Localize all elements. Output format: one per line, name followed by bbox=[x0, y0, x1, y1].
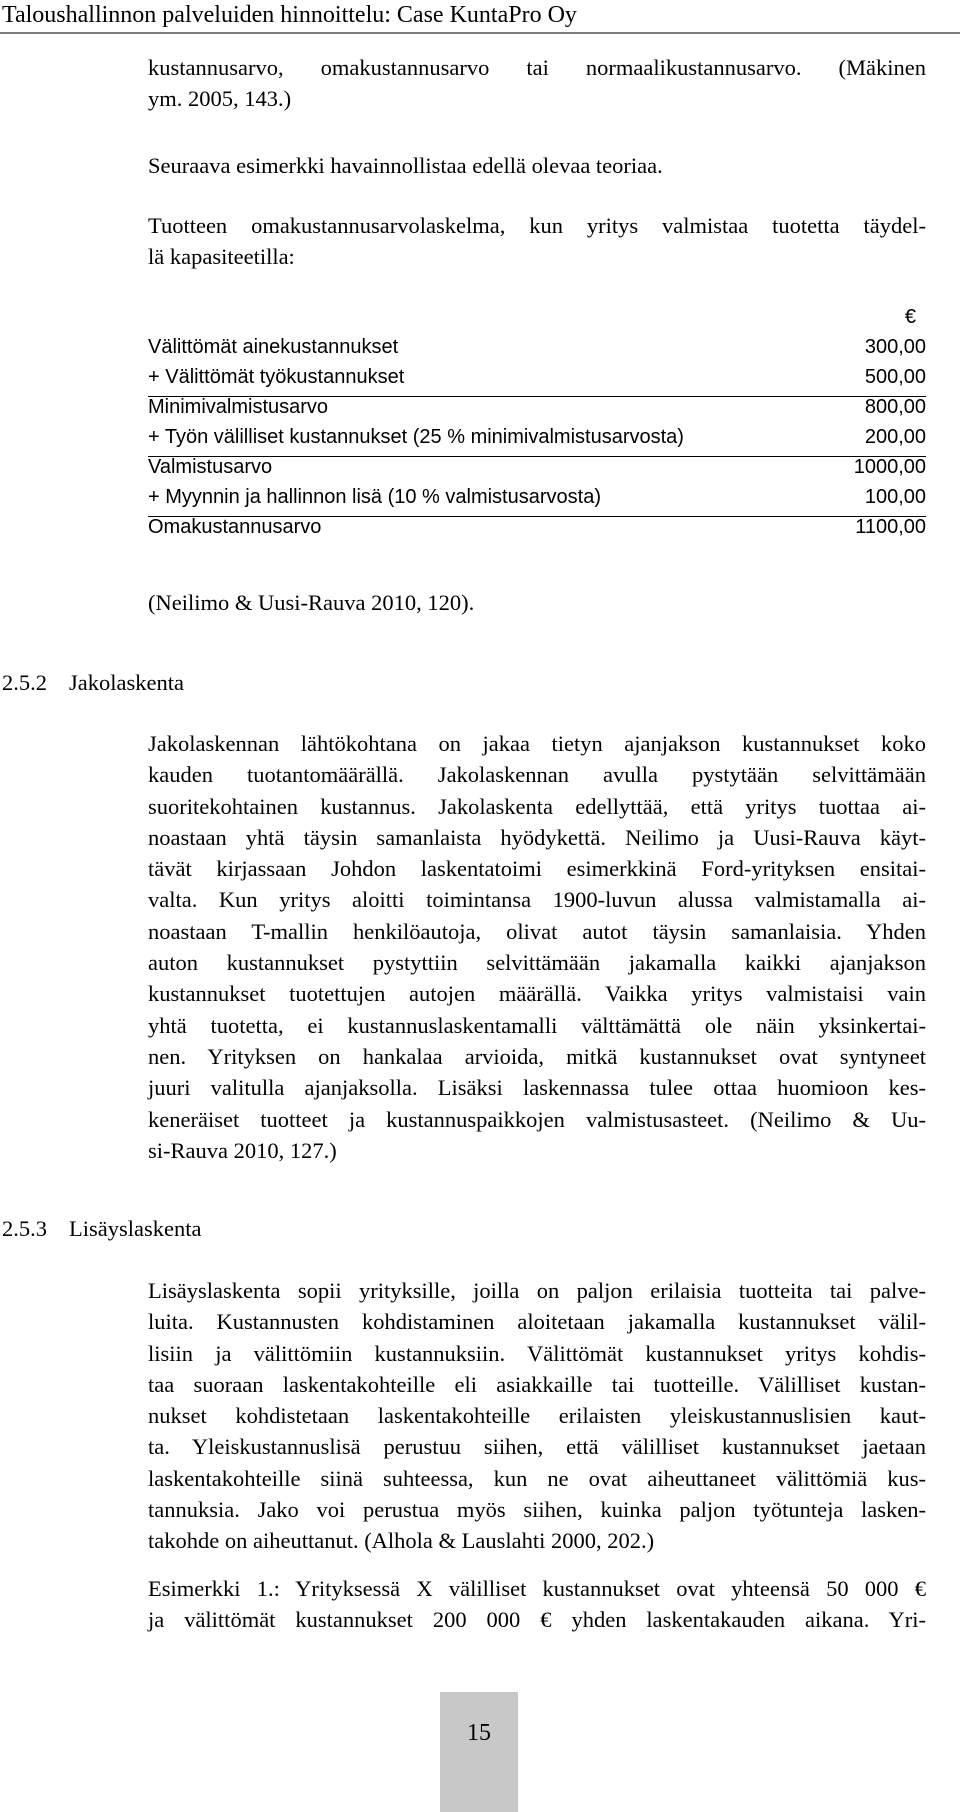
text-line: takohde on aiheuttanut. (Alhola & Lauslahti 2000, 202.) bbox=[148, 1528, 655, 1554]
calc-row bbox=[148, 516, 926, 546]
text-line: valta. Kun yritys aloitti toimintansa 1900-luvun alussa valmistamalla ai- bbox=[148, 887, 926, 913]
calc-row-value: 1100,00 bbox=[855, 516, 926, 538]
page-header bbox=[0, 0, 960, 34]
text-line: kustannukset tuotettujen autojen määrällä. Vaikka yritys valmistaisi vain bbox=[148, 981, 926, 1007]
calc-row-label: Välittömät ainekustannukset bbox=[148, 336, 399, 358]
section-title: Jakolaskenta bbox=[69, 670, 184, 695]
calc-row-value: 300,00 bbox=[864, 336, 926, 358]
calc-row-value: 1000,00 bbox=[853, 456, 926, 478]
text-line: si-Rauva 2010, 127.) bbox=[148, 1137, 337, 1163]
text-line: noastaan T-mallin henkilöautoja, olivat autot täysin samanlaisia. Yhden bbox=[148, 918, 926, 944]
section-number: 2.5.2 bbox=[2, 670, 47, 695]
section-body bbox=[148, 728, 926, 1166]
text-line: kustannusarvo, omakustannusarvo tai normaalikustannusarvo. (Mäkinen bbox=[148, 55, 926, 80]
calc-row-value: 500,00 bbox=[864, 366, 926, 388]
calc-row bbox=[148, 426, 926, 457]
section-heading bbox=[2, 1216, 201, 1242]
calc-row bbox=[148, 486, 926, 517]
text-line: auton kustannukset pystyttiin selvittämään jakamalla kaikki ajanjakson bbox=[148, 950, 926, 976]
text-line: ym. 2005, 143.) bbox=[148, 86, 292, 112]
calc-row bbox=[148, 456, 926, 486]
text-line: Lisäyslaskenta sopii yrityksille, joilla on paljon erilaisia tuotteita tai palve- bbox=[148, 1278, 926, 1303]
text-line: ja välittömät kustannukset 200 000 € yhden laskentakauden aikana. Yri- bbox=[148, 1607, 926, 1633]
text-line: keneräiset tuotteet ja kustannuspaikkojen valmistusasteet. (Neilimo & Uu- bbox=[148, 1106, 926, 1132]
text-line: tävät kirjassaan Johdon laskentatoimi esimerkkinä Ford-yrityksen ensitai- bbox=[148, 856, 926, 882]
text-line: Jakolaskennan lähtökohtana on jakaa tietyn ajanjakson kustannukset koko bbox=[148, 731, 926, 756]
section-heading bbox=[2, 670, 184, 696]
text-line: (Neilimo & Uusi-Rauva 2010, 120). bbox=[148, 590, 475, 615]
calc-row-label: Minimivalmistusarvo bbox=[148, 396, 329, 418]
text-line: lisiin ja välittömiin kustannuksiin. Välittömät kustannukset yritys kohdis- bbox=[148, 1340, 926, 1366]
calc-row-label: + Työn välilliset kustannukset (25 % minimivalmistusarvosta) bbox=[148, 426, 684, 448]
text-line: yhtä tuotetta, ei kustannuslaskentamalli välttämättä ole näin yksinkertai- bbox=[148, 1012, 926, 1038]
text-line: laskentakohteille siinä suhteessa, kun ne ovat aiheuttaneet välittömiä kus- bbox=[148, 1465, 926, 1491]
calc-row bbox=[148, 396, 926, 426]
page-number-box bbox=[440, 1692, 518, 1812]
example-sentence bbox=[148, 150, 926, 181]
section-body bbox=[148, 1275, 926, 1557]
text-line: juuri valitulla ajanjaksolla. Lisäksi laskennassa tulee ottaa huomioon kes- bbox=[148, 1075, 926, 1101]
calc-row-value: 800,00 bbox=[864, 396, 926, 418]
text-line: ta. Yleiskustannuslisä perustuu siihen, että välilliset kustannukset jaetaan bbox=[148, 1434, 926, 1460]
calc-row-value: 100,00 bbox=[864, 486, 926, 508]
text-line: Seuraava esimerkki havainnollistaa edellä olevaa teoriaa. bbox=[148, 153, 663, 178]
page-number: 15 bbox=[467, 1720, 491, 1746]
calc-intro bbox=[148, 210, 926, 273]
text-line: taa suoraan laskentakohteille eli asiakkaille tai tuotteille. Välilliset kustan- bbox=[148, 1371, 926, 1397]
currency-symbol: € bbox=[904, 306, 916, 328]
text-line: Tuotteen omakustannusarvolaskelma, kun yritys valmistaa tuotetta täydel- bbox=[148, 213, 926, 238]
text-line: kauden tuotantomäärällä. Jakolaskennan avulla pystytään selvittämään bbox=[148, 762, 926, 788]
calc-row bbox=[148, 336, 926, 366]
text-line: nukset kohdistetaan laskentakohteille erilaisten yleiskustannuslisien kaut- bbox=[148, 1403, 926, 1429]
text-line: tannuksia. Jako voi perustua myös siihen, kuinka paljon työtunteja lasken- bbox=[148, 1497, 926, 1523]
example-paragraph bbox=[148, 1573, 926, 1636]
calc-row bbox=[148, 366, 926, 397]
currency-header-row bbox=[148, 306, 926, 336]
intro-paragraph bbox=[148, 52, 926, 115]
calc-source bbox=[148, 587, 926, 618]
text-line: suoritekohtainen kustannus. Jakolaskenta edellyttää, että yritys tuottaa ai- bbox=[148, 793, 926, 819]
header-title: Taloushallinnon palveluiden hinnoittelu: Case KuntaPro Oy bbox=[2, 2, 577, 28]
calc-row-label: + Välittömät työkustannukset bbox=[148, 366, 405, 388]
calc-row-label: Valmistusarvo bbox=[148, 456, 273, 478]
text-line: luita. Kustannusten kohdistaminen aloitetaan jakamalla kustannukset välil- bbox=[148, 1309, 926, 1335]
calc-row-label: + Myynnin ja hallinnon lisä (10 % valmistusarvosta) bbox=[148, 486, 601, 508]
section-number: 2.5.3 bbox=[2, 1216, 47, 1241]
section-title: Lisäyslaskenta bbox=[69, 1216, 202, 1241]
calc-row-value: 200,00 bbox=[864, 426, 926, 448]
text-line: nen. Yrityksen on hankalaa arvioida, mitkä kustannukset ovat syntyneet bbox=[148, 1043, 926, 1069]
calc-row-label: Omakustannusarvo bbox=[148, 516, 322, 538]
text-line: lä kapasiteetilla: bbox=[148, 244, 295, 270]
text-line: noastaan yhtä täysin samanlaista hyödykettä. Neilimo ja Uusi-Rauva käyt- bbox=[148, 824, 926, 850]
text-line: Esimerkki 1.: Yrityksessä X välilliset kustannukset ovat yhteensä 50 000 € bbox=[148, 1576, 926, 1601]
